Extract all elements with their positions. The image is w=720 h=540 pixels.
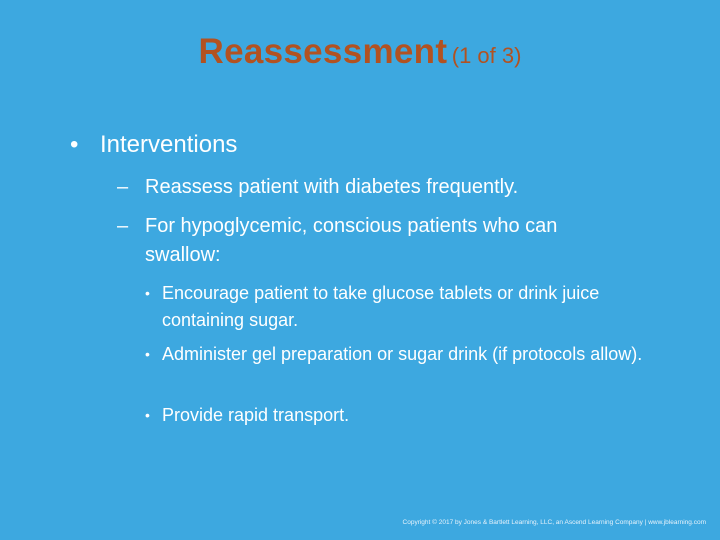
- copyright-notice: Copyright © 2017 by Jones & Bartlett Learning, LLC, an Ascend Learning Company | www.jblearning.com: [402, 519, 706, 526]
- title-main: Reassessment: [198, 32, 448, 71]
- title-subtitle: (1 of 3): [451, 43, 522, 68]
- bullet-icon: •: [145, 407, 150, 423]
- subsubbullet-text: Provide rapid transport.: [162, 405, 350, 425]
- dash-icon: –: [117, 215, 129, 237]
- subsubbullet-text: Administer gel preparation or sugar drink (if protocols allow).: [162, 344, 643, 364]
- subsubbullet-text: Encourage patient to take glucose tablets or drink juice containing sugar.: [162, 283, 600, 330]
- subbullet-reassess: [117, 173, 637, 202]
- subbullet-hypoglycemic: [117, 212, 637, 270]
- subbullet-text: For hypoglycemic, conscious patients who can swallow:: [145, 215, 558, 266]
- bullet-icon: •: [145, 285, 150, 301]
- bullet-icon: •: [70, 131, 79, 158]
- subsubbullet-glucose: [145, 280, 645, 334]
- subbullet-text: Reassess patient with diabetes frequently.: [145, 176, 519, 198]
- dash-icon: –: [117, 176, 129, 198]
- bullet-icon: •: [145, 346, 150, 362]
- bullet-text: Interventions: [100, 131, 238, 158]
- subsubbullet-gel: [145, 341, 645, 368]
- subsubbullet-transport: [145, 402, 645, 429]
